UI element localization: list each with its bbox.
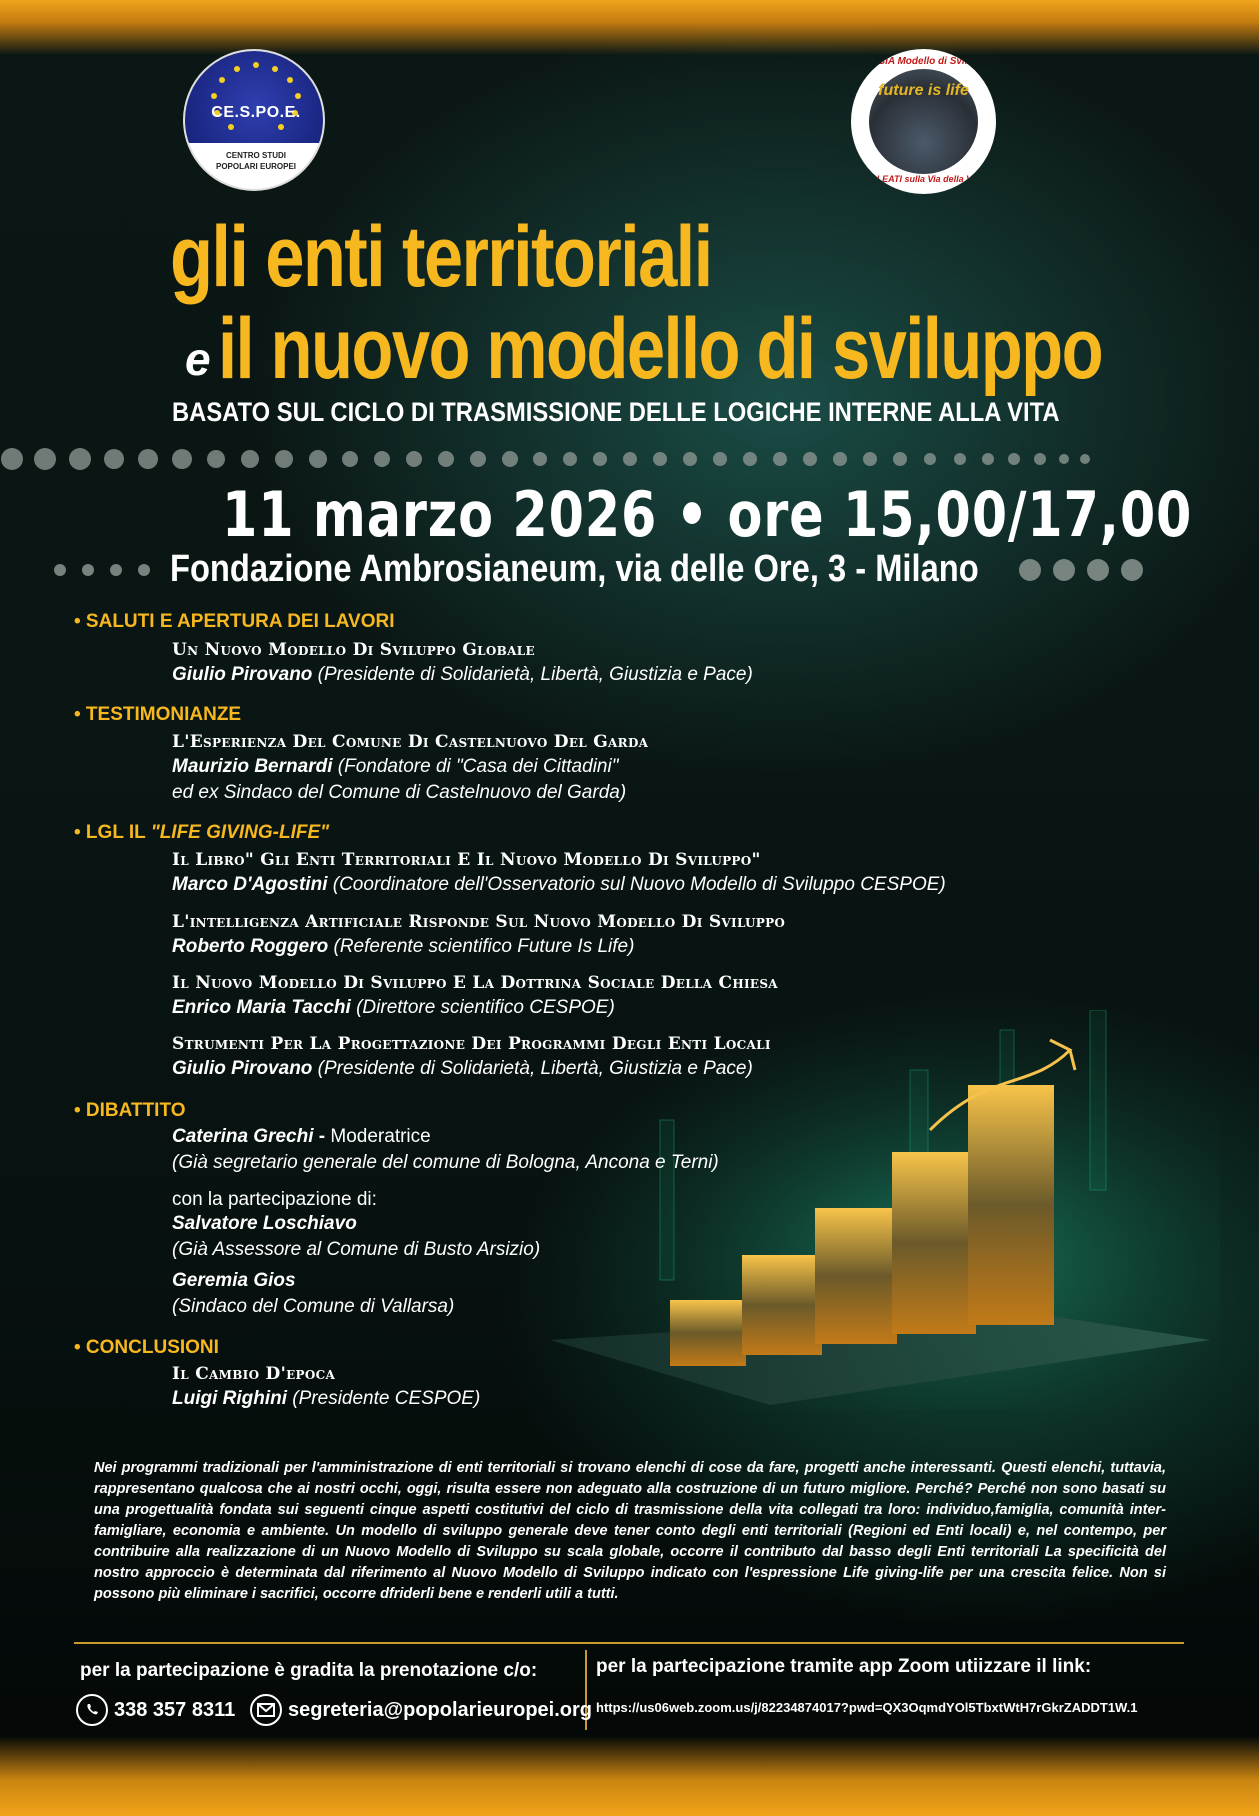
event-venue: Fondazione Ambrosianeum, via delle Ore, 3 - Milano <box>170 548 979 590</box>
title-line2: il nuovo modello di sviluppo <box>218 301 1102 397</box>
speaker <box>172 936 634 958</box>
speaker-role-cont: ed ex Sindaco del Comune di Castelnuovo del Garda) <box>172 782 627 803</box>
guest <box>172 1213 357 1235</box>
speaker-role: (Direttore scientifico CESPOE) <box>350 997 615 1018</box>
participation-label: con la partecipazione di: <box>172 1189 377 1210</box>
top-gold-band <box>0 0 1259 55</box>
talk-title: L'intelligenza Artificiale Risponde Sul Nuovo Modello Di Sviluppo <box>172 912 786 932</box>
booking-label: per la partecipazione è gradita la prenotazione c/o: <box>80 1660 538 1681</box>
logo-left-sub2: POPOLARI EUROPEI <box>215 162 296 171</box>
speaker-role: (Presidente di Solidarietà, Libertà, Giustizia e Pace) <box>312 664 753 685</box>
bottom-gold-band <box>0 1736 1259 1816</box>
zoom-label: per la partecipazione tramite app Zoom utiizzare il link: <box>596 1656 1092 1677</box>
section-conclusioni: • CONCLUSIONI <box>74 1337 219 1358</box>
subtitle: BASATO SUL CICLO DI TRASMISSIONE DELLE LOGICHE INTERNE ALLA VITA <box>172 397 1060 427</box>
dotted-divider-top <box>0 447 1259 471</box>
moderator-name: Caterina Grechi <box>172 1126 314 1147</box>
speaker-role: (Coordinatore dell'Osservatorio sul Nuovo Modello di Sviluppo CESPOE) <box>327 874 946 895</box>
zoom-link[interactable]: https://us06web.zoom.us/j/82234874017?pwd=QX3OqmdYOl5TbxtWtH7rGkrZADDT1W.1 <box>596 1700 1138 1715</box>
section-lgl-label: • LGL IL <box>74 822 151 843</box>
whatsapp-icon <box>76 1694 108 1726</box>
guest-desc: (Sindaco del Comune di Vallarsa) <box>172 1296 455 1317</box>
speaker-name: Maurizio Bernardi <box>172 756 333 777</box>
guest-name: Geremia Gios <box>172 1270 296 1291</box>
speaker-name: Luigi Righini <box>172 1388 288 1409</box>
speaker <box>172 874 946 896</box>
talk-title: L'Esperienza Del Comune Di Castelnuovo Del Garda <box>172 732 649 752</box>
logo-right-arc-bottom: ALLEATI sulla Via della Vita <box>864 174 983 184</box>
talk-title: Un Nuovo Modello Di Sviluppo Globale <box>172 640 535 660</box>
speaker <box>172 664 753 686</box>
event-date <box>222 478 1192 551</box>
phone-number: 338 357 8311 <box>114 1698 236 1721</box>
section-lgl-em: "LIFE GIVING-LIFE" <box>150 822 330 843</box>
guest-name: Salvatore Loschiavo <box>172 1213 357 1234</box>
logo-left-name: CE.S.PO.E. <box>211 104 301 121</box>
event-time: ore 15,00/17,00 <box>709 478 1193 551</box>
title-line1: gli enti territoriali <box>170 209 712 305</box>
email-address: segreteria@popolarieuropei.org <box>288 1698 593 1721</box>
mail-icon <box>250 1694 282 1726</box>
speaker <box>172 1388 480 1410</box>
footer-divider <box>74 1642 1184 1644</box>
speaker-name: Roberto Roggero <box>172 936 329 957</box>
phone-contact[interactable] <box>76 1694 235 1726</box>
section-saluti: • SALUTI E APERTURA DEI LAVORI <box>74 611 395 632</box>
section-dibattito: • DIBATTITO <box>74 1100 186 1121</box>
logo-left-sub1: CENTRO STUDI <box>226 151 286 160</box>
moderator-desc: (Già segretario generale del comune di Bologna, Ancona e Terni) <box>172 1152 719 1173</box>
speaker-name: Giulio Pirovano <box>172 664 313 685</box>
logo-left-subtitle <box>185 150 325 172</box>
talk-title: Il Nuovo Modello Di Sviluppo E La Dottrina Sociale Della Chiesa <box>172 973 778 993</box>
section-lgl <box>74 822 329 844</box>
speaker-name: Enrico Maria Tacchi <box>172 997 351 1018</box>
logo-right-arc-top: CAMBIA Modello di Sviluppo <box>855 56 992 67</box>
speaker-role: (Fondatore di "Casa dei Cittadini" <box>332 756 619 777</box>
speaker-name: Marco D'Agostini <box>172 874 328 895</box>
section-testimonianze: • TESTIMONIANZE <box>74 704 242 725</box>
email-contact[interactable] <box>250 1694 592 1726</box>
description-paragraph: Nei programmi tradizionali per l'amministrazione di enti territoriali si trovano elenchi di cose da fare, progetti anche interessanti. Questi elenchi, tuttavia, rappresentano qualcosa che ai nostri occhi, oggi, risulta essere non adeguato alla costruzione di un futuro migliore. Perché? Perché non sono basati su una progettualità fondata sui seguenti cinque aspetti costitutivi del ciclo di trasmissione della vita collegati tra loro: individuo,famiglia, comunità inter-famigliare, economia e ambiente. Un modello di sviluppo generale deve tener conto degli enti territoriali (Regioni ed Enti locali) e, nel contempo, per contribuire alla realizzazione di un Nuovo Modello di Sviluppo su scala globale, occorre il contributo dal basso degli Enti territoriali La specificità del nostro approccio è determinata dal riferimento al Nuovo Modello di Sviluppo indicato con l'espressione Life giving-life per una crescita felice. Non si possono più eliminare i sacrifici, occorre dfriderli bene e renderli utili a tutti. <box>94 1460 1166 1602</box>
eu-stars-icon <box>185 51 325 143</box>
speaker-role: (Referente scientifico Future Is Life) <box>328 936 635 957</box>
future-is-life-logo <box>851 49 996 194</box>
event-date-day: 11 marzo 2026 • <box>222 478 710 551</box>
cespoe-logo <box>183 49 325 191</box>
talk-title: Il Libro" Gli Enti Territoriali E Il Nuovo Modello Di Sviluppo" <box>172 850 761 870</box>
guest <box>172 1270 296 1292</box>
talk-title: Il Cambio D'epoca <box>172 1364 336 1384</box>
title-e: e <box>185 333 211 385</box>
logo-right-center: future is life <box>878 82 969 99</box>
guest-desc: (Già Assessore al Comune di Busto Arsizio) <box>172 1239 541 1260</box>
moderator <box>172 1126 431 1148</box>
moderator-role: Moderatrice <box>330 1126 431 1147</box>
moderator-dash: - <box>313 1126 331 1147</box>
speaker-role: (Presidente CESPOE) <box>287 1388 481 1409</box>
speaker-role: (Presidente di Solidarietà, Libertà, Giustizia e Pace) <box>312 1058 753 1079</box>
speaker <box>172 997 615 1019</box>
speaker <box>172 756 618 778</box>
speaker-name: Giulio Pirovano <box>172 1058 313 1079</box>
speaker <box>172 1058 753 1080</box>
talk-title: Strumenti Per La Progettazione Dei Programmi Degli Enti Locali <box>172 1034 771 1054</box>
